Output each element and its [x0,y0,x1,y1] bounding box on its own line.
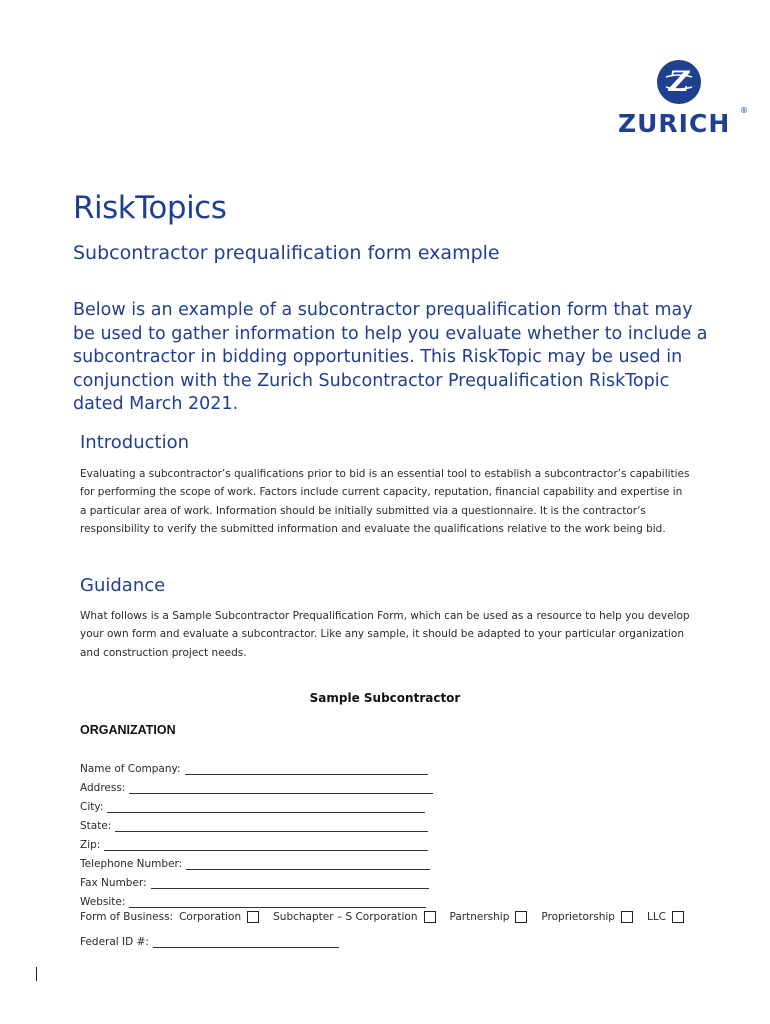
option-proprietorship [541,911,647,923]
fax-input[interactable] [151,878,429,889]
zurich-logo [616,58,748,142]
zurich-logo-icon [657,60,701,104]
margin-mark [36,967,37,981]
proprietorship-checkbox[interactable] [621,911,633,923]
page-title: RiskTopics [73,190,227,226]
corporation-checkbox[interactable] [247,911,259,923]
fax-field [80,873,429,889]
guidance-heading: Guidance [80,575,166,596]
guidance-body: What follows is a Sample Subcontractor Prequalification Form, which can be used as a resource to help you develop your own form and evaluate a subcontractor. Like any sample, it should be adapted to your particular organization and construction project needs. [80,610,690,659]
website-input[interactable] [129,897,426,908]
website-label: Website: [80,896,126,908]
zip-label: Zip: [80,839,101,851]
logo-letter: Z [668,65,690,98]
organization-heading: ORGANIZATION [80,723,176,737]
option-corporation-label: Corporation [179,911,242,923]
telephone-input[interactable] [186,859,430,870]
option-proprietorship-label: Proprietorship [541,911,615,923]
city-input[interactable] [107,802,425,813]
address-input[interactable] [129,783,433,794]
logo-wordmark: ZURICH [618,109,731,138]
registered-mark: ® [740,106,748,115]
introduction-heading: Introduction [80,432,190,453]
state-field [80,816,428,832]
partnership-checkbox[interactable] [515,911,527,923]
zip-input[interactable] [104,840,428,851]
llc-checkbox[interactable] [672,911,684,923]
city-field [80,797,425,813]
intro-paragraph: Below is an example of a subcontractor prequalification form that may be used to gather information to help you evaluate whether to include a subcontractor in bidding opportunities. This RiskTopic may be used in conjunction with the Zurich Subcontractor Prequalification RiskTopic dated March 2021. [73,300,708,414]
option-llc [647,911,698,923]
telephone-label: Telephone Number: [80,858,183,870]
subchapter-s-checkbox[interactable] [424,911,436,923]
page-subtitle: Subcontractor prequalification form example [73,242,500,264]
state-input[interactable] [115,821,428,832]
option-partnership-label: Partnership [449,911,510,923]
form-of-business-row [80,911,698,923]
company-name-input[interactable] [185,764,428,775]
city-label: City: [80,801,104,813]
option-llc-label: LLC [646,911,666,923]
address-label: Address: [80,782,126,794]
form-title: Sample Subcontractor [309,691,461,705]
company-name-label: Name of Company: [80,763,181,775]
company-name-field [80,759,428,775]
fax-label: Fax Number: [80,877,147,889]
option-corporation [179,911,273,923]
zip-field [80,835,428,851]
form-of-business-label: Form of Business: [80,911,174,923]
address-field [80,778,433,794]
federal-id-label: Federal ID #: [80,936,149,948]
introduction-body: Evaluating a subcontractor’s qualifications prior to bid is an essential tool to establish a subcontractor’s capabilities for performing the scope of work. Factors include current capacity, reputation, financial capability and expertise in a particular area of work. Information should be initially submitted via a questionnaire. It is the contractor’s responsibility to verify the submitted information and evaluate the qualifications relative to the work being bid. [80,468,690,535]
option-partnership [450,911,542,923]
federal-id-input[interactable] [153,937,339,948]
federal-id-field [80,932,339,948]
website-field [80,892,426,908]
option-subchapter-s-label: Subchapter – S Corporation [273,911,418,923]
telephone-field [80,854,430,870]
state-label: State: [80,820,112,832]
option-subchapter-s [273,911,449,923]
